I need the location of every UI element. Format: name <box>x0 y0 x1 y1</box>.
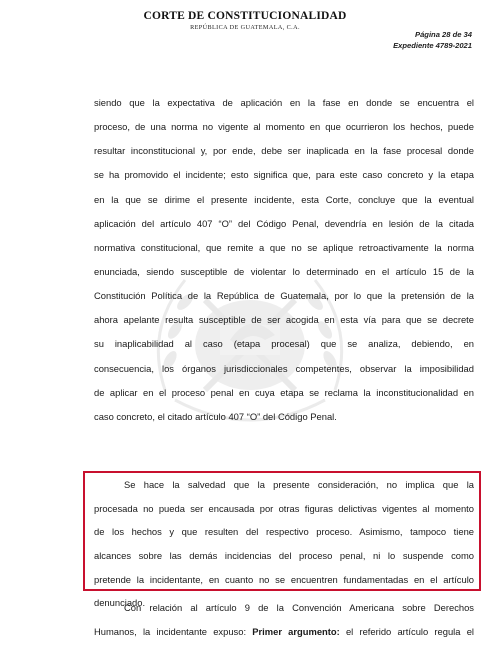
text-line: proceso, de una norma no vigente al momento en que ocurrieron los hechos, puede <box>94 121 474 133</box>
court-name: CORTE DE CONSTITUCIONALIDAD <box>143 10 347 22</box>
text-line: siendo que la expectativa de aplicación en la fase en donde se encuentra el <box>94 97 474 108</box>
text-line: de aplicar en el proceso penal en cuya etapa se reclama la inconstitucionalidad en <box>94 386 474 398</box>
text-line: de los hechos y que resulten del respectivo proceso. Asimismo, tampoco tiene <box>94 526 474 538</box>
text-line: procesada no pueda ser encausada por otras figuras delictivas vigentes al momento <box>94 502 474 514</box>
text-line: enunciada, siendo susceptible de violentar lo determinado en el artículo 15 de la <box>94 265 474 277</box>
text-line: ahora apelante resulta susceptible de ser acogida en esta vía para que se decrete <box>94 314 474 326</box>
court-country: REPÚBLICA DE GUATEMALA, C.A. <box>190 24 300 31</box>
text-span: Humanos, la incidentante expuso: <box>94 625 253 637</box>
text-line: Constitución Política de la República de Guatemala, por lo que la pretensión de la <box>94 290 474 302</box>
text-span: el referido artículo regula el <box>339 625 474 637</box>
bold-label: Primer argumento: <box>252 625 340 637</box>
text-line: normativa constitucional, que remite a que no se aplique retroactivamente la norma <box>94 241 474 253</box>
text-line: su inaplicabilidad al caso (etapa procesal) que se analiza, debiendo, en <box>94 338 474 350</box>
paragraph-caveat <box>94 473 474 615</box>
paragraph-conclusion <box>94 91 474 429</box>
paragraph-article-9 <box>94 596 474 643</box>
text-line: resultar inconstitucional y, por ende, debe ser inaplicada en la fase procesal donde <box>94 145 474 157</box>
text-line: aplicación del artículo 407 “O” del Código Penal, devendría en lesión de la citada <box>94 217 474 229</box>
page-number: Página 28 de 34 <box>415 30 472 39</box>
text-line: pretende la incidentante, en cuanto no se encuentren fundamentadas en el artículo <box>94 573 474 585</box>
text-line: consecuencia, los órganos jurisdiccionales competentes, observar la imposibilidad <box>94 362 474 374</box>
text-line: se ha promovido el incidente; esto significa que, para este caso concreto y la etapa <box>94 169 474 181</box>
text-line: en la que se dirime el presente incidente, esta Corte, concluye que la eventual <box>94 193 474 205</box>
text-line: caso concreto, el citado artículo 407 “O” del Código Penal. <box>94 410 337 422</box>
text-line: Se hace la salvedad que la presente consideración, no implica que la <box>124 479 474 490</box>
text-line: denunciado. <box>94 597 146 609</box>
text-line: Con relación al artículo 9 de la Convención Americana sobre Derechos <box>124 602 474 613</box>
text-line-with-bold <box>94 620 474 644</box>
text-line: alcances sobre las demás incidencias del proceso penal, ni lo suspende como <box>94 550 474 562</box>
case-number: Expediente 4789-2021 <box>393 41 472 50</box>
